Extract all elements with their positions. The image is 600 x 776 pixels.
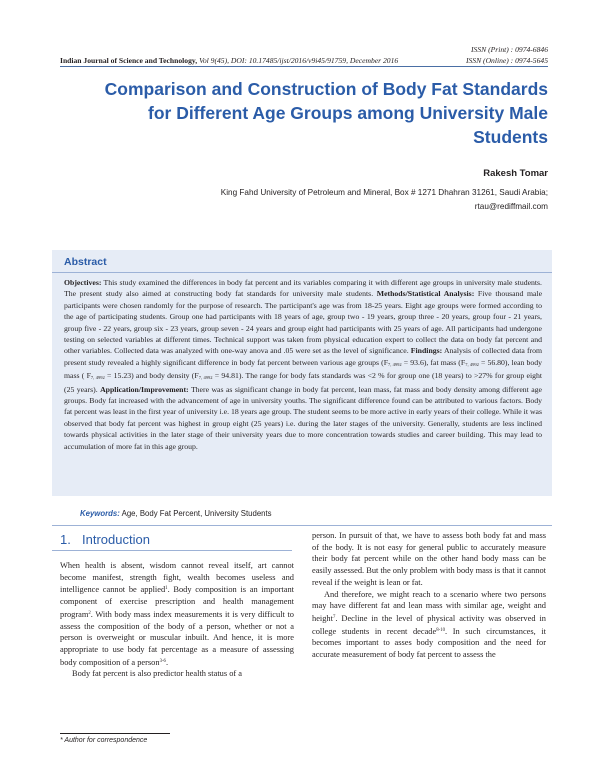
affiliation-text: King Fahd University of Petroleum and Mineral, Box # 1271 Dhahran 31261, Saudi Arabia; xyxy=(220,188,548,197)
article-title: Comparison and Construction of Body Fat Standards for Different Age Groups among University Male Students xyxy=(104,79,548,147)
f-value-1: = 93.6), fat mass (F xyxy=(401,357,466,367)
author-name: Rakesh Tomar xyxy=(483,168,548,179)
objectives-label: Objectives: xyxy=(64,278,102,287)
f-subscript-1: 7, 4992 xyxy=(388,361,402,367)
intro-p4-text-c: . In such circumstances, it becomes important to asses body composition and the need for accurate measurement of body fat percent to assess the xyxy=(312,626,546,660)
methods-text: Five thousand male participants were chosen randomly for the purpose of research. The participant's age was from 18-25 years. Eight age groups were formed according to the age of participating students. Group one had participants with 18 years of age, group two - 19 years, group three - 20 years, group four - 21 years, group five - 22 years, group six - 23 years, group seven - 24 years and group eight had participants with 25 years of age. All participants had undergone testing on selected variables at different times. Technical support was taken from physical education expert to collect the data on body fat percent and other variables. Collected data was analyzed with one-way anova and .05 were set as the level of significance. xyxy=(64,289,543,356)
objectives-text: This study examined the differences in body fat percent and its variables comparing it with different age groups in university male students. The present study also aimed at constructing body fat standards for university male students. xyxy=(64,278,542,299)
ref-4: 7 xyxy=(332,614,336,620)
author-affiliation xyxy=(108,186,548,214)
ref-2: 2 xyxy=(88,610,91,616)
section-number: 1. xyxy=(60,532,71,547)
intro-p1-text-b: . Body composition is an important component of exercise prescription and health management program xyxy=(60,585,294,619)
section-heading: Introduction xyxy=(82,532,150,547)
journal-details: Vol 9(45), DOI: 10.17485/ijst/2016/v9i45/91759, December 2016 xyxy=(199,56,399,65)
intro-p1-text: When health is absent, wisdom cannot reveal itself, art cannot become manifest, strength fight, wealth becomes useless and intelligence cannot be applied xyxy=(60,561,294,595)
issn-block xyxy=(466,45,548,66)
body-column-left xyxy=(60,560,294,680)
intro-p4-text: And therefore, we might reach to a scenario where two persons may have different fat and lean mass with similar age, weight and height xyxy=(312,589,546,623)
body-column-right xyxy=(312,530,546,661)
header-rule xyxy=(60,66,548,67)
application-label: Application/Improvement: xyxy=(100,384,189,394)
f-subscript-4: 7, 4992 xyxy=(198,375,213,381)
abstract-body xyxy=(64,277,542,452)
journal-name: Indian Journal of Science and Technology, xyxy=(60,56,198,65)
keywords-label: Keywords: xyxy=(80,509,120,518)
abstract-heading: Abstract xyxy=(64,256,107,268)
application-text: There was as significant change in body fat percent, lean mass, fat mass and body density among different age groups. Body fat increased with the advancement of age in university youths. The significant difference found can be attributed to various factors. Body fat percent was least in the first year of university i.e. 18 years age group. The student seems to be more active in early years of their college. While it was observed that body fat percent was highest in group eight (25 years) i.e. during the later stages of the university. Generally, students are less inclined towards physical activities in the later stage of their university years due to more concentration towards studies and career building. This may lead to accumulation of more fat in this age group. xyxy=(64,384,542,451)
footnote: * Author for correspondence xyxy=(60,737,148,744)
abstract-divider xyxy=(52,272,552,273)
intro-paragraph-4 xyxy=(312,589,546,661)
issn-print: ISSN (Print) : 0974-6846 xyxy=(471,45,548,54)
f-value-2: = 56.80), lean body mass ( F xyxy=(64,357,543,381)
intro-p4-text-b: . Decline in the level of physical activity was observed in college students in recent decade xyxy=(312,613,546,636)
f-value-3: = 15.23) and body density (F xyxy=(104,371,199,381)
keywords-text: Age, Body Fat Percent, University Students xyxy=(121,509,272,518)
issn-online: ISSN (Online) : 0974-5645 xyxy=(465,55,548,65)
intro-p1-text-c: . With body mass index measurements it is very difficult to assess the composition of the body of a person, whether or not a person is overweight or muscular inbuilt. And hence, it is more appropriate to use body fat percentage as a measure of assessing body composition of a person xyxy=(60,609,294,667)
methods-label: Methods/Statistical Analysis: xyxy=(376,289,475,299)
footnote-rule xyxy=(60,733,170,734)
ref-5: 8-10 xyxy=(436,627,446,633)
keywords xyxy=(80,509,272,518)
findings-text-2: = 94.81). The range for body fats standards was <2 % for group one (18 years) to >27% for group eight (25 years). xyxy=(64,371,542,394)
intro-p1-text-d: . xyxy=(165,657,169,667)
intro-paragraph-3: person. In pursuit of that, we have to assess both body fat and mass of the body. It is not easy for general public to accurately measure their body fat percent while on the other hand body mass can be easily assessed. But the only problem with body mass is that it cannot reveal if the weight is lean or fat. xyxy=(312,531,546,587)
ref-1: 1 xyxy=(165,586,168,592)
findings-label: Findings: xyxy=(410,346,443,356)
ref-3: 3-6 xyxy=(159,658,166,664)
author-email: rtau@rediffmail.com xyxy=(474,202,548,211)
intro-paragraph-2: Body fat percent is also predictor health status of a xyxy=(72,669,243,679)
intro-paragraph-1 xyxy=(60,560,294,668)
f-subscript-3: 7, 4992 xyxy=(90,375,105,381)
findings-text-1: Analysis of collected data from present study revealed a highly significant difference in body fat percent between various age groups (F xyxy=(64,346,543,367)
journal-citation xyxy=(60,56,398,65)
f-subscript-2: 7, 4992 xyxy=(465,361,479,367)
